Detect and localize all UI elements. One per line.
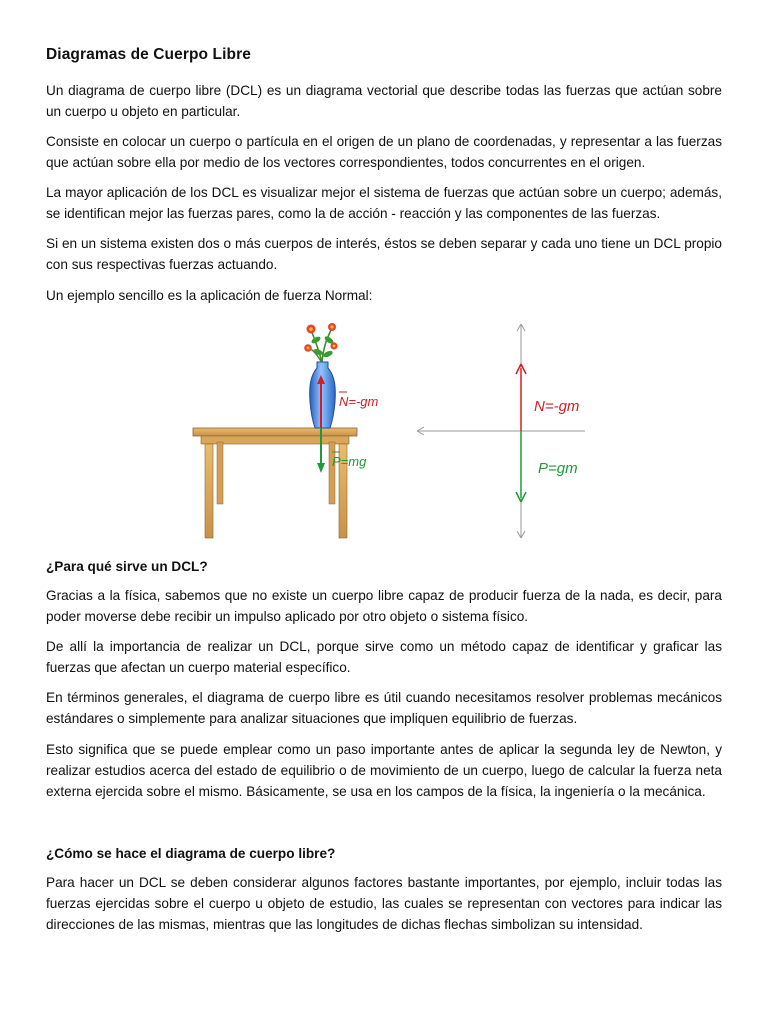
section-heading-purpose: ¿Para qué sirve un DCL? (46, 559, 208, 574)
page-title: Diagramas de Cuerpo Libre (46, 46, 251, 63)
normal-label-left: N=-gm (339, 394, 379, 409)
paragraph-purpose-3: En términos generales, el diagrama de cuerpo libre es útil cuando necesitamos resolver problemas mecánicos estándares o simplemente para analizar situaciones que impliquen equilibrio de fuerzas. (46, 690, 722, 726)
paragraph-definition: Un diagrama de cuerpo libre (DCL) es un diagrama vectorial que describe todas las fuerzas que actúan sobre un cuerpo u objeto en particular. (46, 83, 722, 119)
vase-illustration (310, 362, 336, 428)
paragraph-purpose-4: Esto significa que se puede emplear como un paso importante antes de aplicar la segunda ley de Newton, y realizar estudios acerca del estado de equilibrio o de movimiento de un cuerpo, luego de calcular la fuerza neta externa ejercida sobre el mismo. Básicamente, se usa en los campos de la física, la ingeniería o la mecánica. (46, 742, 722, 799)
section-heading-how: ¿Cómo se hace el diagrama de cuerpo libre? (46, 846, 336, 861)
paragraph-purpose-2: De allí la importancia de realizar un DCL, porque sirve como un método capaz de identificar y graficar las fuerzas que afectan un cuerpo material específico. (46, 639, 722, 675)
coordinate-axes (417, 324, 585, 538)
paragraph-how: Para hacer un DCL se deben considerar algunos factores bastante importantes, por ejemplo, incluir todas las fuerzas ejercidas sobre el cuerpo u objeto de estudio, las cuales se representan con vectores para indicar las direcciones de las mismas, mientras que las longitudes de dichas flechas simbolizan su intensidad. (46, 875, 722, 932)
table-illustration (193, 428, 357, 538)
normal-force-figure (191, 318, 585, 542)
weight-label-left: P=mg (332, 454, 367, 469)
paragraph-method: Consiste en colocar un cuerpo o partícula en el origen de un plano de coordenadas, y representar a las fuerzas que actúan sobre ella por medio de los vectores correspondientes, todos concurrentes en el origen. (46, 134, 722, 170)
normal-label-right: N=-gm (534, 398, 580, 415)
paragraph-application: La mayor aplicación de los DCL es visualizar mejor el sistema de fuerzas que actúan sobre un cuerpo; además, se identifican mejor las fuerzas pares, como la de acción - reacción y las componentes de las fuerzas. (46, 185, 722, 221)
flower-icon (304, 323, 337, 363)
paragraph-example-intro: Un ejemplo sencillo es la aplicación de fuerza Normal: (46, 288, 373, 303)
normal-force-arrow-right (516, 364, 526, 431)
weight-label-right: P=gm (538, 460, 578, 477)
paragraph-purpose-1: Gracias a la física, sabemos que no existe un cuerpo libre capaz de producir fuerza de la nada, es decir, para poder moverse debe recibir un impulso aplicado por otro objeto o sistema físico. (46, 588, 722, 624)
paragraph-multiple-bodies: Si en un sistema existen dos o más cuerpos de interés, éstos se deben separar y cada uno tiene un DCL propio con sus respectivas fuerzas actuando. (46, 236, 722, 272)
weight-arrow-right (516, 431, 526, 502)
